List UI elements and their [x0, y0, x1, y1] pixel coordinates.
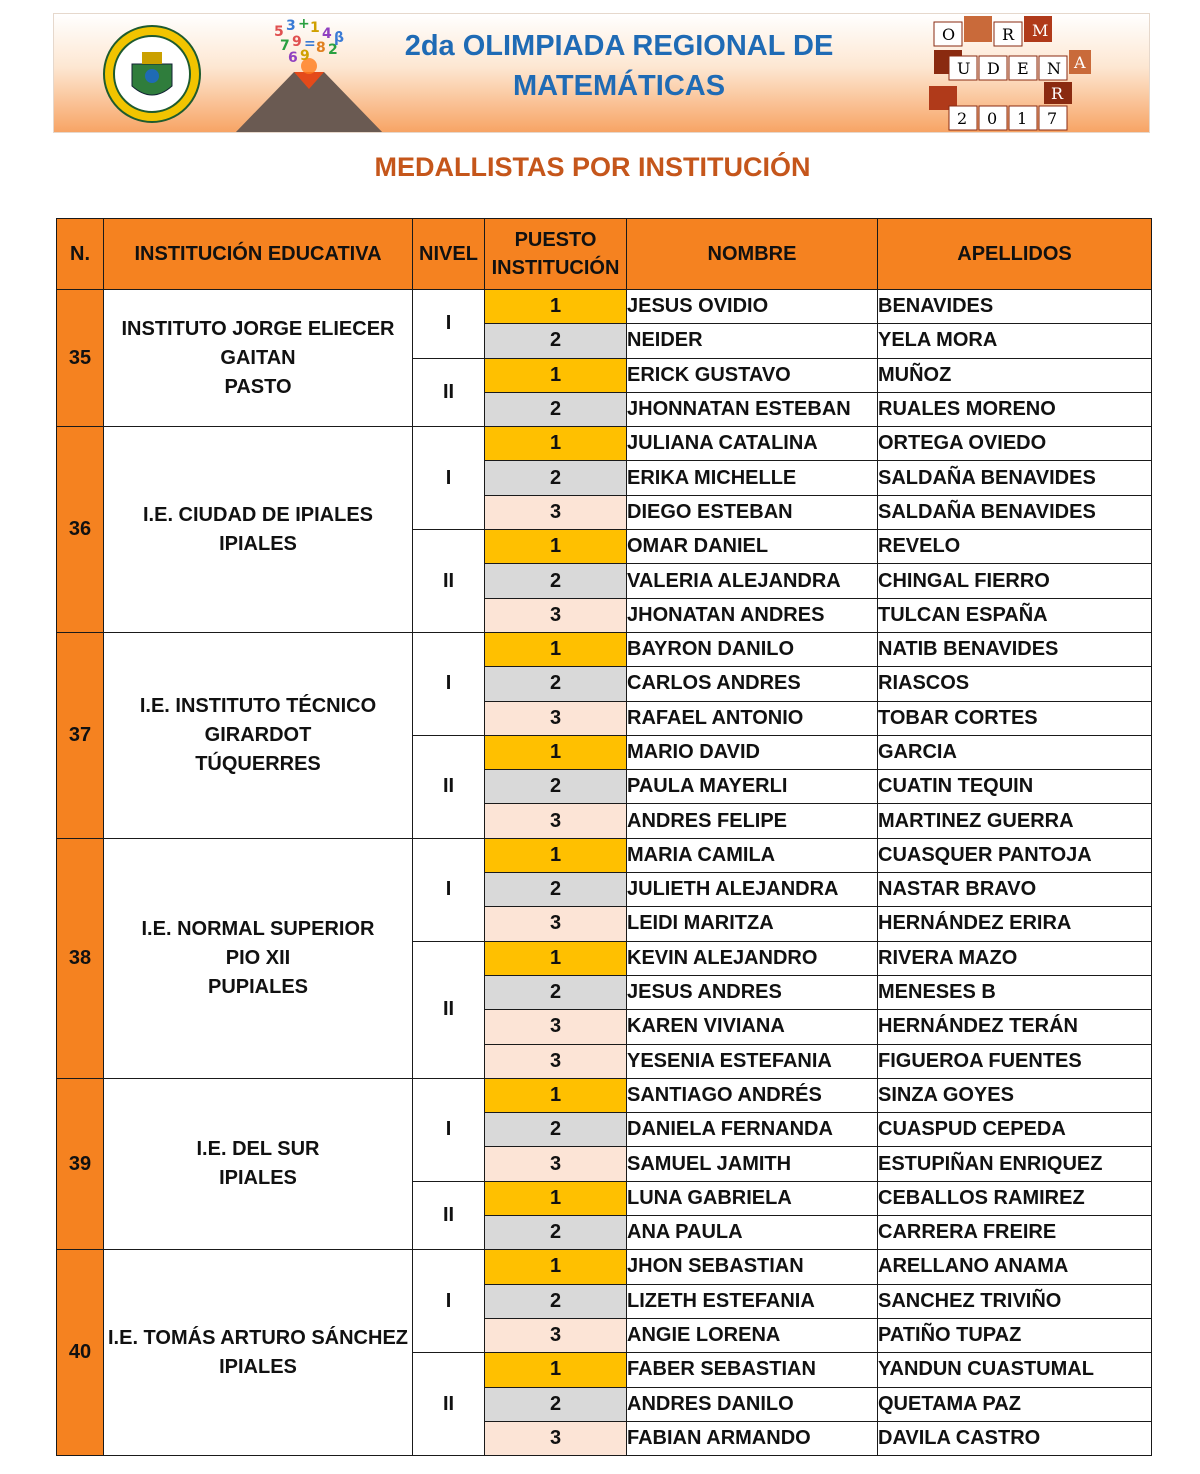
table-body [57, 290, 1152, 1456]
puesto-cell: 1 [485, 1250, 627, 1284]
cube-letter: 7 [1047, 109, 1058, 128]
university-seal-logo [102, 24, 202, 124]
cube-letter: N [1047, 59, 1061, 78]
volcano-digit: 6 [288, 50, 298, 66]
volcano-graphic [234, 14, 384, 133]
nombre-cell: DIEGO ESTEBAN [627, 495, 878, 529]
puesto-cell: 2 [485, 461, 627, 495]
nivel-cell: II [413, 1181, 485, 1250]
medallists-table [56, 218, 1152, 1456]
puesto-cell: 3 [485, 1010, 627, 1044]
nivel-cell: I [413, 838, 485, 941]
nombre-cell: YESENIA ESTEFANIA [627, 1044, 878, 1078]
puesto-cell: 2 [485, 975, 627, 1009]
nivel-cell: II [413, 1353, 485, 1456]
institution-name [104, 290, 413, 427]
institution-number: 39 [57, 1078, 104, 1249]
nombre-cell: RAFAEL ANTONIO [627, 701, 878, 735]
volcano-digit: 8 [316, 40, 326, 56]
institution-name [104, 632, 413, 838]
nombre-cell: KAREN VIVIANA [627, 1010, 878, 1044]
nivel-cell: II [413, 530, 485, 633]
puesto-cell: 1 [485, 735, 627, 769]
apellidos-cell: PATIÑO TUPAZ [878, 1318, 1152, 1352]
nombre-cell: ANGIE LORENA [627, 1318, 878, 1352]
institution-number: 38 [57, 838, 104, 1078]
institution-name-line: GAITAN [220, 346, 296, 369]
apellidos-cell: NASTAR BRAVO [878, 873, 1152, 907]
apellidos-cell: TOBAR CORTES [878, 701, 1152, 735]
institution-name-line: TÚQUERRES [195, 752, 321, 775]
institution-name-line: I.E. DEL SUR [196, 1138, 320, 1161]
puesto-cell: 1 [485, 427, 627, 461]
cube-letter: U [957, 59, 971, 78]
puesto-cell: 2 [485, 873, 627, 907]
volcano-digit: 7 [280, 38, 290, 54]
puesto-cell: 2 [485, 324, 627, 358]
puesto-cell: 1 [485, 530, 627, 564]
nivel-cell: II [413, 941, 485, 1078]
volcano-digit: 2 [328, 42, 338, 58]
cube-letter: A [1074, 53, 1086, 72]
puesto-cell: 3 [485, 598, 627, 632]
apellidos-cell: MENESES B [878, 975, 1152, 1009]
institution-name [104, 838, 413, 1078]
puesto-cell: 1 [485, 358, 627, 392]
nombre-cell: SANTIAGO ANDRÉS [627, 1078, 878, 1112]
puesto-cell: 3 [485, 495, 627, 529]
cube-letter: E [1017, 59, 1029, 78]
puesto-cell: 2 [485, 1387, 627, 1421]
cube-letter: R [1051, 84, 1064, 103]
puesto-cell: 3 [485, 907, 627, 941]
apellidos-cell: CUASPUD CEPEDA [878, 1113, 1152, 1147]
apellidos-cell: FIGUEROA FUENTES [878, 1044, 1152, 1078]
apellidos-cell: BENAVIDES [878, 290, 1152, 324]
nombre-cell: FABIAN ARMANDO [627, 1421, 878, 1455]
puesto-cell: 3 [485, 1318, 627, 1352]
apellidos-cell: GARCIA [878, 735, 1152, 769]
apellidos-cell: ORTEGA OVIEDO [878, 427, 1152, 461]
institution-name-line: GIRARDOT [204, 723, 312, 746]
puesto-cell: 2 [485, 667, 627, 701]
volcano-digit: + [298, 16, 310, 32]
apellidos-cell: RIVERA MAZO [878, 941, 1152, 975]
nombre-cell: LEIDI MARITZA [627, 907, 878, 941]
table-row [57, 1078, 1152, 1112]
nombre-cell: JESUS ANDRES [627, 975, 878, 1009]
nombre-cell: LUNA GABRIELA [627, 1181, 878, 1215]
institution-number: 36 [57, 427, 104, 633]
nombre-cell: JHONATAN ANDRES [627, 598, 878, 632]
table-row [57, 632, 1152, 666]
nombre-cell: MARIO DAVID [627, 735, 878, 769]
puesto-cell: 2 [485, 392, 627, 426]
cube-letter: 2 [957, 109, 968, 128]
col-header-nombre: NOMBRE [627, 219, 878, 290]
institution-name-line: INSTITUTO JORGE ELIECER [121, 317, 395, 340]
apellidos-cell: CEBALLOS RAMIREZ [878, 1181, 1152, 1215]
apellidos-cell: CUATIN TEQUIN [878, 770, 1152, 804]
puesto-cell: 2 [485, 1216, 627, 1250]
institution-name-line: I.E. INSTITUTO TÉCNICO [139, 694, 377, 717]
cube-letter: 0 [987, 109, 998, 128]
table-row [57, 838, 1152, 872]
nombre-cell: PAULA MAYERLI [627, 770, 878, 804]
puesto-cell: 1 [485, 1181, 627, 1215]
nombre-cell: ANDRES DANILO [627, 1387, 878, 1421]
volcano-digit: 9 [300, 48, 310, 64]
cube-letter: 1 [1017, 109, 1028, 128]
puesto-cell: 3 [485, 1147, 627, 1181]
table-row [57, 290, 1152, 324]
nivel-cell: I [413, 1078, 485, 1181]
volcano-digit: 9 [292, 34, 302, 50]
nivel-cell: I [413, 632, 485, 735]
apellidos-cell: RUALES MORENO [878, 392, 1152, 426]
apellidos-cell: CARRERA FREIRE [878, 1216, 1152, 1250]
apellidos-cell: HERNÁNDEZ ERIRA [878, 907, 1152, 941]
institution-name-line: PIO XII [225, 946, 291, 969]
puesto-cell: 1 [485, 290, 627, 324]
nombre-cell: OMAR DANIEL [627, 530, 878, 564]
institution-number: 35 [57, 290, 104, 427]
apellidos-cell: CUASQUER PANTOJA [878, 838, 1152, 872]
institution-name [104, 427, 413, 633]
col-header-puesto-line1: PUESTO [514, 229, 597, 251]
nivel-cell: II [413, 358, 485, 427]
puesto-cell: 2 [485, 1113, 627, 1147]
puesto-cell: 1 [485, 632, 627, 666]
apellidos-cell: QUETAMA PAZ [878, 1387, 1152, 1421]
apellidos-cell: YANDUN CUASTUMAL [878, 1353, 1152, 1387]
col-header-nivel: NIVEL [413, 219, 485, 290]
nombre-cell: VALERIA ALEJANDRA [627, 564, 878, 598]
puesto-cell: 2 [485, 564, 627, 598]
nombre-cell: LIZETH ESTEFANIA [627, 1284, 878, 1318]
nombre-cell: BAYRON DANILO [627, 632, 878, 666]
apellidos-cell: CHINGAL FIERRO [878, 564, 1152, 598]
institution-name-line: PUPIALES [207, 975, 309, 998]
cube-letter: D [987, 59, 1000, 78]
apellidos-cell: NATIB BENAVIDES [878, 632, 1152, 666]
nombre-cell: CARLOS ANDRES [627, 667, 878, 701]
section-subtitle: MEDALLISTAS POR INSTITUCIÓN [374, 152, 811, 182]
col-header-num: N. [57, 219, 104, 290]
nombre-cell: JHON SEBASTIAN [627, 1250, 878, 1284]
nombre-cell: FABER SEBASTIAN [627, 1353, 878, 1387]
nombre-cell: DANIELA FERNANDA [627, 1113, 878, 1147]
nombre-cell: ANDRES FELIPE [627, 804, 878, 838]
puesto-cell: 2 [485, 1284, 627, 1318]
puesto-cell: 1 [485, 838, 627, 872]
col-header-apellidos: APELLIDOS [878, 219, 1152, 290]
col-header-puesto-line2: INSTITUCIÓN [491, 257, 620, 279]
col-header-puesto [485, 219, 627, 290]
apellidos-cell: SALDAÑA BENAVIDES [878, 461, 1152, 495]
institution-name-line: I.E. CIUDAD DE IPIALES [142, 503, 374, 526]
apellidos-cell: RIASCOS [878, 667, 1152, 701]
apellidos-cell: ARELLANO ANAMA [878, 1250, 1152, 1284]
title-line-1: 2da OLIMPIADA REGIONAL DE [404, 30, 834, 62]
institution-name-line: IPIALES [219, 1167, 297, 1190]
table-header-row [57, 219, 1152, 290]
nombre-cell: NEIDER [627, 324, 878, 358]
cube-letter: O [942, 25, 956, 44]
cube-letter: R [1002, 25, 1015, 44]
institution-number: 40 [57, 1250, 104, 1456]
volcano-digit: 4 [322, 26, 332, 42]
apellidos-cell: SINZA GOYES [878, 1078, 1152, 1112]
nivel-cell: I [413, 290, 485, 359]
apellidos-cell: SALDAÑA BENAVIDES [878, 495, 1152, 529]
institution-number: 37 [57, 632, 104, 838]
institution-name [104, 1250, 413, 1456]
nombre-cell: MARIA CAMILA [627, 838, 878, 872]
nombre-cell: JULIANA CATALINA [627, 427, 878, 461]
volcano-digit: 3 [286, 18, 296, 34]
institution-name [104, 1078, 413, 1249]
nivel-cell: I [413, 1250, 485, 1353]
apellidos-cell: ESTUPIÑAN ENRIQUEZ [878, 1147, 1152, 1181]
apellidos-cell: SANCHEZ TRIVIÑO [878, 1284, 1152, 1318]
institution-name-line: IPIALES [219, 1355, 297, 1378]
header-banner [53, 13, 1150, 133]
nombre-cell: JULIETH ALEJANDRA [627, 873, 878, 907]
volcano-digit: 5 [274, 24, 284, 40]
nombre-cell: KEVIN ALEJANDRO [627, 941, 878, 975]
nivel-cell: I [413, 427, 485, 530]
ormudenar-cubes-logo [924, 16, 1094, 132]
institution-name-line: I.E. TOMÁS ARTURO SÁNCHEZ [107, 1326, 408, 1349]
puesto-cell: 3 [485, 804, 627, 838]
table-row [57, 427, 1152, 461]
apellidos-cell: DAVILA CASTRO [878, 1421, 1152, 1455]
puesto-cell: 1 [485, 1078, 627, 1112]
table-row [57, 1250, 1152, 1284]
page-title [384, 26, 854, 106]
institution-name-line: I.E. NORMAL SUPERIOR [141, 917, 375, 940]
nombre-cell: ERICK GUSTAVO [627, 358, 878, 392]
apellidos-cell: MUÑOZ [878, 358, 1152, 392]
institution-name-line: PASTO [224, 375, 292, 398]
apellidos-cell: HERNÁNDEZ TERÁN [878, 1010, 1152, 1044]
puesto-cell: 1 [485, 1353, 627, 1387]
puesto-cell: 3 [485, 1421, 627, 1455]
puesto-cell: 3 [485, 1044, 627, 1078]
col-header-institucion: INSTITUCIÓN EDUCATIVA [104, 219, 413, 290]
volcano-digit: 1 [310, 20, 320, 36]
nombre-cell: JHONNATAN ESTEBAN [627, 392, 878, 426]
apellidos-cell: YELA MORA [878, 324, 1152, 358]
nombre-cell: SAMUEL JAMITH [627, 1147, 878, 1181]
nivel-cell: II [413, 735, 485, 838]
puesto-cell: 3 [485, 701, 627, 735]
apellidos-cell: MARTINEZ GUERRA [878, 804, 1152, 838]
cube-letter: M [1032, 21, 1049, 40]
institution-name-line: IPIALES [219, 532, 297, 555]
volcano-digit: β [334, 30, 345, 46]
apellidos-cell: REVELO [878, 530, 1152, 564]
puesto-cell: 1 [485, 941, 627, 975]
nombre-cell: ANA PAULA [627, 1216, 878, 1250]
nombre-cell: ERIKA MICHELLE [627, 461, 878, 495]
apellidos-cell: TULCAN ESPAÑA [878, 598, 1152, 632]
puesto-cell: 2 [485, 770, 627, 804]
nombre-cell: JESUS OVIDIO [627, 290, 878, 324]
volcano-digit: = [304, 36, 316, 52]
title-line-2: MATEMÁTICAS [512, 70, 726, 102]
